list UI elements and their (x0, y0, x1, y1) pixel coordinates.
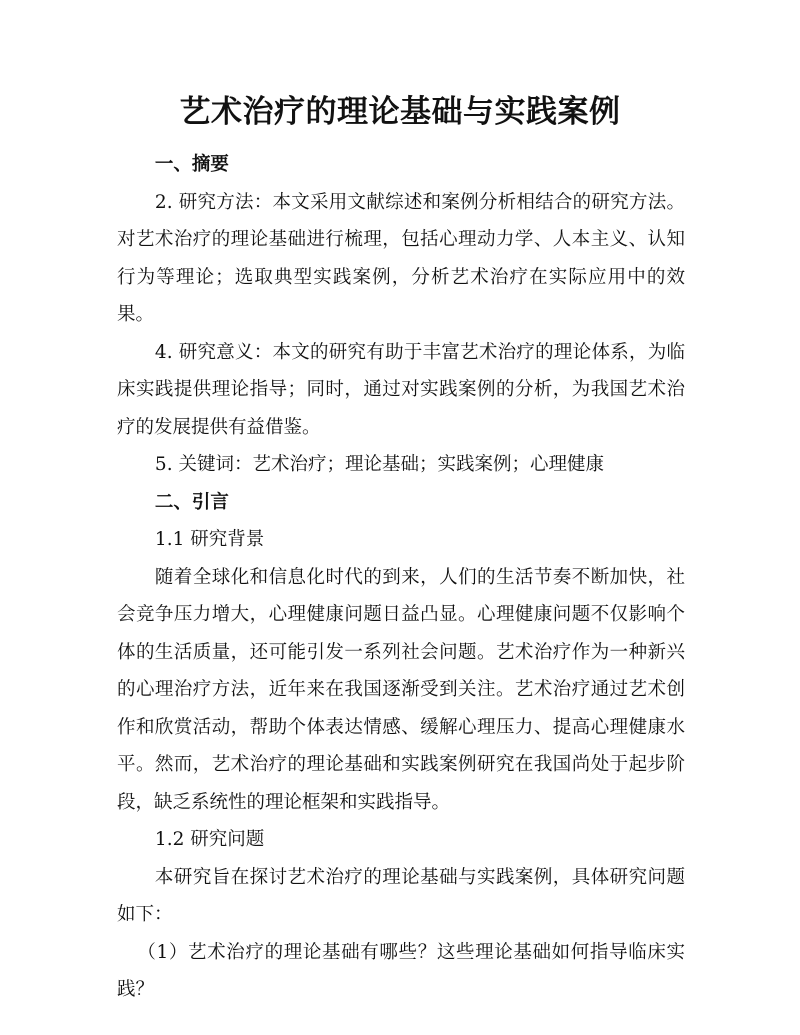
paragraph-questions-intro: 本研究旨在探讨艺术治疗的理论基础与实践案例，具体研究问题如下： (117, 866, 685, 925)
subheading-research-questions: 1.2 研究问题 (154, 829, 265, 850)
paragraph-research-significance: 4. 研究意义：本文的研究有助于丰富艺术治疗的理论体系，为临床实践提供理论指导；同时，通过对实践案例的分析，为我国艺术治疗的发展提供有益借鉴。 (117, 341, 685, 438)
paragraph-research-method: 2. 研究方法：本文采用文献综述和案例分析相结合的研究方法。对艺术治疗的理论基础进行梳理，包括心理动力学、人本主义、认知行为等理论；选取典型实践案例，分析艺术治疗在实际应用中的效果。 (117, 191, 685, 325)
section-heading-abstract: 一、摘要 (154, 154, 229, 175)
paragraph-question-1: （1）艺术治疗的理论基础有哪些？这些理论基础如何指导临床实践？ (117, 941, 685, 1000)
paragraph-keywords: 5. 关键词：艺术治疗；理论基础；实践案例；心理健康 (154, 454, 604, 475)
subheading-research-background: 1.1 研究背景 (154, 529, 265, 550)
document-title: 艺术治疗的理论基础与实践案例 (179, 94, 621, 130)
paragraph-background: 随着全球化和信息化时代的到来，人们的生活节奏不断加快，社会竞争压力增大，心理健康问题日益凸显。心理健康问题不仅影响个体的生活质量，还可能引发一系列社会问题。艺术治疗作为一种新兴的心理治疗方法，近年来在我国逐渐受到关注。艺术治疗通过艺术创作和欣赏活动，帮助个体表达情感、缓解心理压力、提高心理健康水平。然而，艺术治疗的理论基础和实践案例研究在我国尚处于起步阶段，缺乏系统性的理论框架和实践指导。 (117, 566, 685, 813)
document-body (117, 146, 685, 1009)
section-heading-introduction: 二、引言 (154, 491, 229, 513)
